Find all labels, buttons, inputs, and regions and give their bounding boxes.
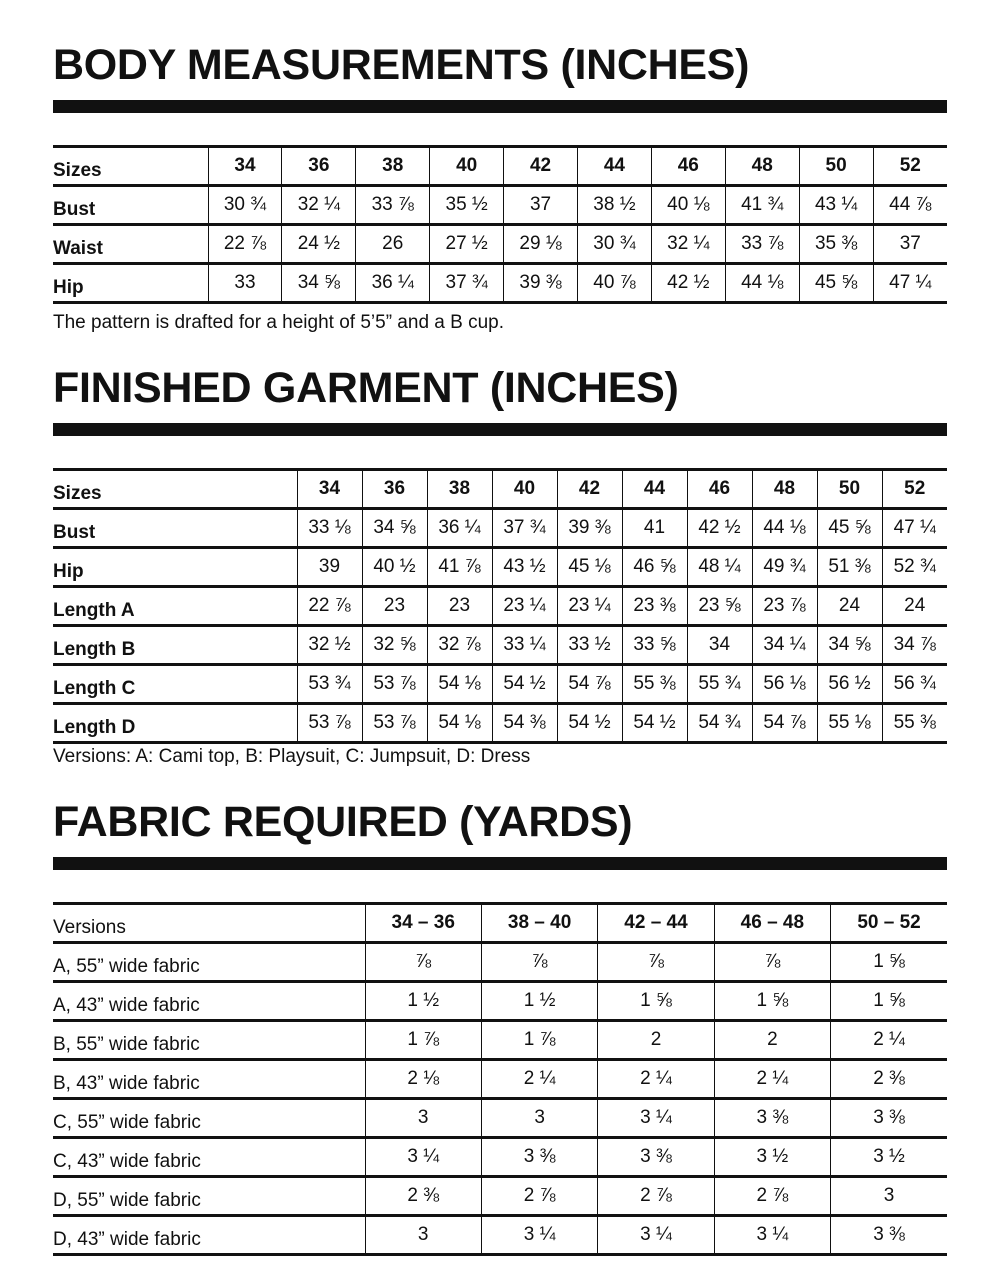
table-cell: 23 (362, 587, 427, 626)
table-cell: 23 ⅞ (752, 587, 817, 626)
table-cell: 44 ⅛ (725, 264, 799, 303)
table-cell: 23 ⅜ (622, 587, 687, 626)
size-header: 44 (577, 147, 651, 186)
table-cell: 2 ¼ (714, 1060, 830, 1099)
table-cell: 40 ⅞ (577, 264, 651, 303)
table-cell: 56 ⅛ (752, 665, 817, 704)
table-cell: 35 ⅜ (799, 225, 873, 264)
table-row (53, 665, 947, 704)
row-label: Bust (53, 186, 208, 225)
table-cell: 55 ⅛ (817, 704, 882, 743)
size-header: 52 (873, 147, 947, 186)
table-row (53, 982, 947, 1021)
size-header: 40 (430, 147, 504, 186)
table-row (53, 548, 947, 587)
table-cell: 54 ⅛ (427, 665, 492, 704)
body-measurements-section (53, 41, 947, 89)
table-cell: 3 ½ (831, 1138, 947, 1177)
table-cell: 3 (831, 1177, 947, 1216)
table-row (53, 943, 947, 982)
size-header: 40 (492, 470, 557, 509)
table-cell: 2 ¼ (481, 1060, 597, 1099)
table-cell: 47 ¼ (882, 509, 947, 548)
table-cell: ⅞ (714, 943, 830, 982)
body-measurements-table (53, 145, 947, 304)
table-cell: 29 ⅛ (504, 225, 578, 264)
table-cell: 1 ⅝ (831, 943, 947, 982)
title-rule (53, 423, 947, 436)
row-label: Hip (53, 548, 297, 587)
table-cell: 32 ½ (297, 626, 362, 665)
size-header: 42 – 44 (598, 904, 714, 943)
table-cell: 45 ⅛ (557, 548, 622, 587)
table-cell: 23 ¼ (557, 587, 622, 626)
size-header: 50 (817, 470, 882, 509)
table-cell: 34 ⅝ (362, 509, 427, 548)
table-cell: 44 ⅛ (752, 509, 817, 548)
table-cell: 23 ¼ (492, 587, 557, 626)
table-cell: 39 ⅜ (557, 509, 622, 548)
row-label: C, 55” wide fabric (53, 1099, 365, 1138)
body-measurements-note: The pattern is drafted for a height of 5’5” and a B cup. (53, 312, 504, 333)
table-cell: 1 ⅝ (831, 982, 947, 1021)
table-cell: 54 ¾ (687, 704, 752, 743)
table-cell: 43 ½ (492, 548, 557, 587)
table-cell: 52 ¾ (882, 548, 947, 587)
size-header: 36 (282, 147, 356, 186)
table-cell: 2 ⅞ (598, 1177, 714, 1216)
row-label: A, 55” wide fabric (53, 943, 365, 982)
table-cell: 49 ¾ (752, 548, 817, 587)
table-cell: 1 ⅞ (481, 1021, 597, 1060)
table-cell: 1 ⅝ (598, 982, 714, 1021)
row-label: Length A (53, 587, 297, 626)
size-header: 42 (504, 147, 578, 186)
table-cell: 38 ½ (577, 186, 651, 225)
table-cell: 40 ½ (362, 548, 427, 587)
table-cell: 3 ⅜ (481, 1138, 597, 1177)
table-cell: 33 ⅛ (297, 509, 362, 548)
table-row (53, 1216, 947, 1255)
table-cell: 3 ¼ (365, 1138, 481, 1177)
table-cell: 39 (297, 548, 362, 587)
table-cell: 2 ⅜ (365, 1177, 481, 1216)
table-cell: 1 ½ (481, 982, 597, 1021)
table-cell: 3 ¼ (714, 1216, 830, 1255)
table-cell: 3 ¼ (598, 1099, 714, 1138)
size-header: 46 (687, 470, 752, 509)
table-cell: 3 ⅜ (831, 1216, 947, 1255)
size-header: 46 – 48 (714, 904, 830, 943)
table-row (53, 509, 947, 548)
table-cell: 2 ⅛ (365, 1060, 481, 1099)
table-cell: 55 ⅜ (882, 704, 947, 743)
table-cell: 1 ½ (365, 982, 481, 1021)
table-cell: 32 ⅝ (362, 626, 427, 665)
table-row (53, 1021, 947, 1060)
size-header: 44 (622, 470, 687, 509)
table-cell: 36 ¼ (356, 264, 430, 303)
size-header: 48 (752, 470, 817, 509)
table-cell: 51 ⅜ (817, 548, 882, 587)
table-cell: 54 ½ (557, 704, 622, 743)
finished-garment-table (53, 468, 947, 744)
table-cell: 26 (356, 225, 430, 264)
header-label: Versions (53, 904, 365, 943)
table-cell: 55 ⅜ (622, 665, 687, 704)
table-cell: 44 ⅞ (873, 186, 947, 225)
section-title: BODY MEASUREMENTS (INCHES) (53, 41, 750, 89)
table-cell: 34 ¼ (752, 626, 817, 665)
row-label: B, 43” wide fabric (53, 1060, 365, 1099)
header-row (53, 904, 947, 943)
row-label: C, 43” wide fabric (53, 1138, 365, 1177)
table-cell: 54 ⅛ (427, 704, 492, 743)
table-cell: 53 ¾ (297, 665, 362, 704)
table-row (53, 1138, 947, 1177)
table-cell: 30 ¾ (577, 225, 651, 264)
table-cell: 24 (882, 587, 947, 626)
table-cell: 24 (817, 587, 882, 626)
table-cell: 54 ⅞ (752, 704, 817, 743)
table-row (53, 225, 947, 264)
table-cell: 42 ½ (687, 509, 752, 548)
table-cell: 34 (687, 626, 752, 665)
size-header: 34 – 36 (365, 904, 481, 943)
table-cell: 1 ⅞ (365, 1021, 481, 1060)
table-cell: 56 ¾ (882, 665, 947, 704)
table-cell: 2 ⅞ (481, 1177, 597, 1216)
table-cell: 3 ⅜ (714, 1099, 830, 1138)
table-cell: 2 ⅜ (831, 1060, 947, 1099)
finished-garment-note: Versions: A: Cami top, B: Playsuit, C: Jumpsuit, D: Dress (53, 746, 531, 767)
table-cell: 56 ½ (817, 665, 882, 704)
row-label: A, 43” wide fabric (53, 982, 365, 1021)
table-cell: 22 ⅞ (208, 225, 282, 264)
table-cell: 3 ⅜ (831, 1099, 947, 1138)
table-cell: 36 ¼ (427, 509, 492, 548)
row-label: D, 55” wide fabric (53, 1177, 365, 1216)
table-cell: 54 ½ (492, 665, 557, 704)
table-cell: 33 (208, 264, 282, 303)
table-cell: 34 ⅝ (817, 626, 882, 665)
table-cell: 3 (365, 1216, 481, 1255)
size-header: 42 (557, 470, 622, 509)
table-cell: 33 ⅝ (622, 626, 687, 665)
table-cell: 53 ⅞ (362, 665, 427, 704)
table-cell: 33 ½ (557, 626, 622, 665)
title-rule (53, 100, 947, 113)
table-cell: 2 (598, 1021, 714, 1060)
table-cell: 3 (481, 1099, 597, 1138)
size-header: 48 (725, 147, 799, 186)
table-cell: 53 ⅞ (362, 704, 427, 743)
table-cell: 41 (622, 509, 687, 548)
table-cell: ⅞ (481, 943, 597, 982)
table-row (53, 1060, 947, 1099)
table-row (53, 186, 947, 225)
table-row (53, 587, 947, 626)
table-cell: 3 ¼ (481, 1216, 597, 1255)
table-cell: 3 ½ (714, 1138, 830, 1177)
header-label: Sizes (53, 470, 297, 509)
size-header: 50 – 52 (831, 904, 947, 943)
table-cell: 1 ⅝ (714, 982, 830, 1021)
table-cell: 27 ½ (430, 225, 504, 264)
fabric-required-section (53, 798, 947, 846)
table-cell: 41 ⅞ (427, 548, 492, 587)
table-cell: 41 ¾ (725, 186, 799, 225)
table-cell: 55 ¾ (687, 665, 752, 704)
table-cell: 2 (714, 1021, 830, 1060)
table-cell: 45 ⅝ (799, 264, 873, 303)
row-label: Length D (53, 704, 297, 743)
table-cell: 54 ⅜ (492, 704, 557, 743)
table-cell: 30 ¾ (208, 186, 282, 225)
row-label: Length C (53, 665, 297, 704)
section-title: FABRIC REQUIRED (YARDS) (53, 798, 633, 846)
size-header: 38 (427, 470, 492, 509)
table-cell: 54 ⅞ (557, 665, 622, 704)
section-title: FINISHED GARMENT (INCHES) (53, 364, 679, 412)
table-cell: 33 ⅞ (356, 186, 430, 225)
table-cell: 46 ⅝ (622, 548, 687, 587)
row-label: B, 55” wide fabric (53, 1021, 365, 1060)
table-cell: 35 ½ (430, 186, 504, 225)
table-cell: 23 ⅝ (687, 587, 752, 626)
table-cell: 22 ⅞ (297, 587, 362, 626)
table-cell: 33 ⅞ (725, 225, 799, 264)
table-cell: 40 ⅛ (651, 186, 725, 225)
size-header: 34 (297, 470, 362, 509)
size-header: 38 (356, 147, 430, 186)
row-label: Waist (53, 225, 208, 264)
size-header: 50 (799, 147, 873, 186)
table-cell: 24 ½ (282, 225, 356, 264)
size-header: 38 – 40 (481, 904, 597, 943)
fabric-required-table (53, 902, 947, 1256)
table-cell: 43 ¼ (799, 186, 873, 225)
table-row (53, 704, 947, 743)
table-cell: 2 ¼ (598, 1060, 714, 1099)
table-cell: 34 ⅝ (282, 264, 356, 303)
table-cell: 37 ¾ (430, 264, 504, 303)
table-cell: 37 (504, 186, 578, 225)
table-row (53, 626, 947, 665)
finished-garment-section (53, 364, 947, 412)
table-cell: 33 ¼ (492, 626, 557, 665)
row-label: Bust (53, 509, 297, 548)
table-cell: 47 ¼ (873, 264, 947, 303)
table-cell: 32 ¼ (651, 225, 725, 264)
size-header: 46 (651, 147, 725, 186)
table-cell: 2 ⅞ (714, 1177, 830, 1216)
table-cell: 54 ½ (622, 704, 687, 743)
table-cell: 3 ¼ (598, 1216, 714, 1255)
table-cell: 3 (365, 1099, 481, 1138)
table-cell: 32 ⅞ (427, 626, 492, 665)
table-cell: 37 ¾ (492, 509, 557, 548)
table-cell: 3 ⅜ (598, 1138, 714, 1177)
table-row (53, 264, 947, 303)
row-label: Hip (53, 264, 208, 303)
header-row (53, 147, 947, 186)
table-row (53, 1099, 947, 1138)
table-cell: 32 ¼ (282, 186, 356, 225)
table-cell: 48 ¼ (687, 548, 752, 587)
table-cell: 37 (873, 225, 947, 264)
table-cell: 53 ⅞ (297, 704, 362, 743)
table-row (53, 1177, 947, 1216)
table-cell: ⅞ (365, 943, 481, 982)
table-cell: 23 (427, 587, 492, 626)
row-label: Length B (53, 626, 297, 665)
table-cell: ⅞ (598, 943, 714, 982)
table-cell: 42 ½ (651, 264, 725, 303)
size-header: 52 (882, 470, 947, 509)
table-cell: 34 ⅞ (882, 626, 947, 665)
header-label: Sizes (53, 147, 208, 186)
row-label: D, 43” wide fabric (53, 1216, 365, 1255)
table-cell: 2 ¼ (831, 1021, 947, 1060)
header-row (53, 470, 947, 509)
size-header: 34 (208, 147, 282, 186)
title-rule (53, 857, 947, 870)
table-cell: 45 ⅝ (817, 509, 882, 548)
size-header: 36 (362, 470, 427, 509)
table-cell: 39 ⅜ (504, 264, 578, 303)
